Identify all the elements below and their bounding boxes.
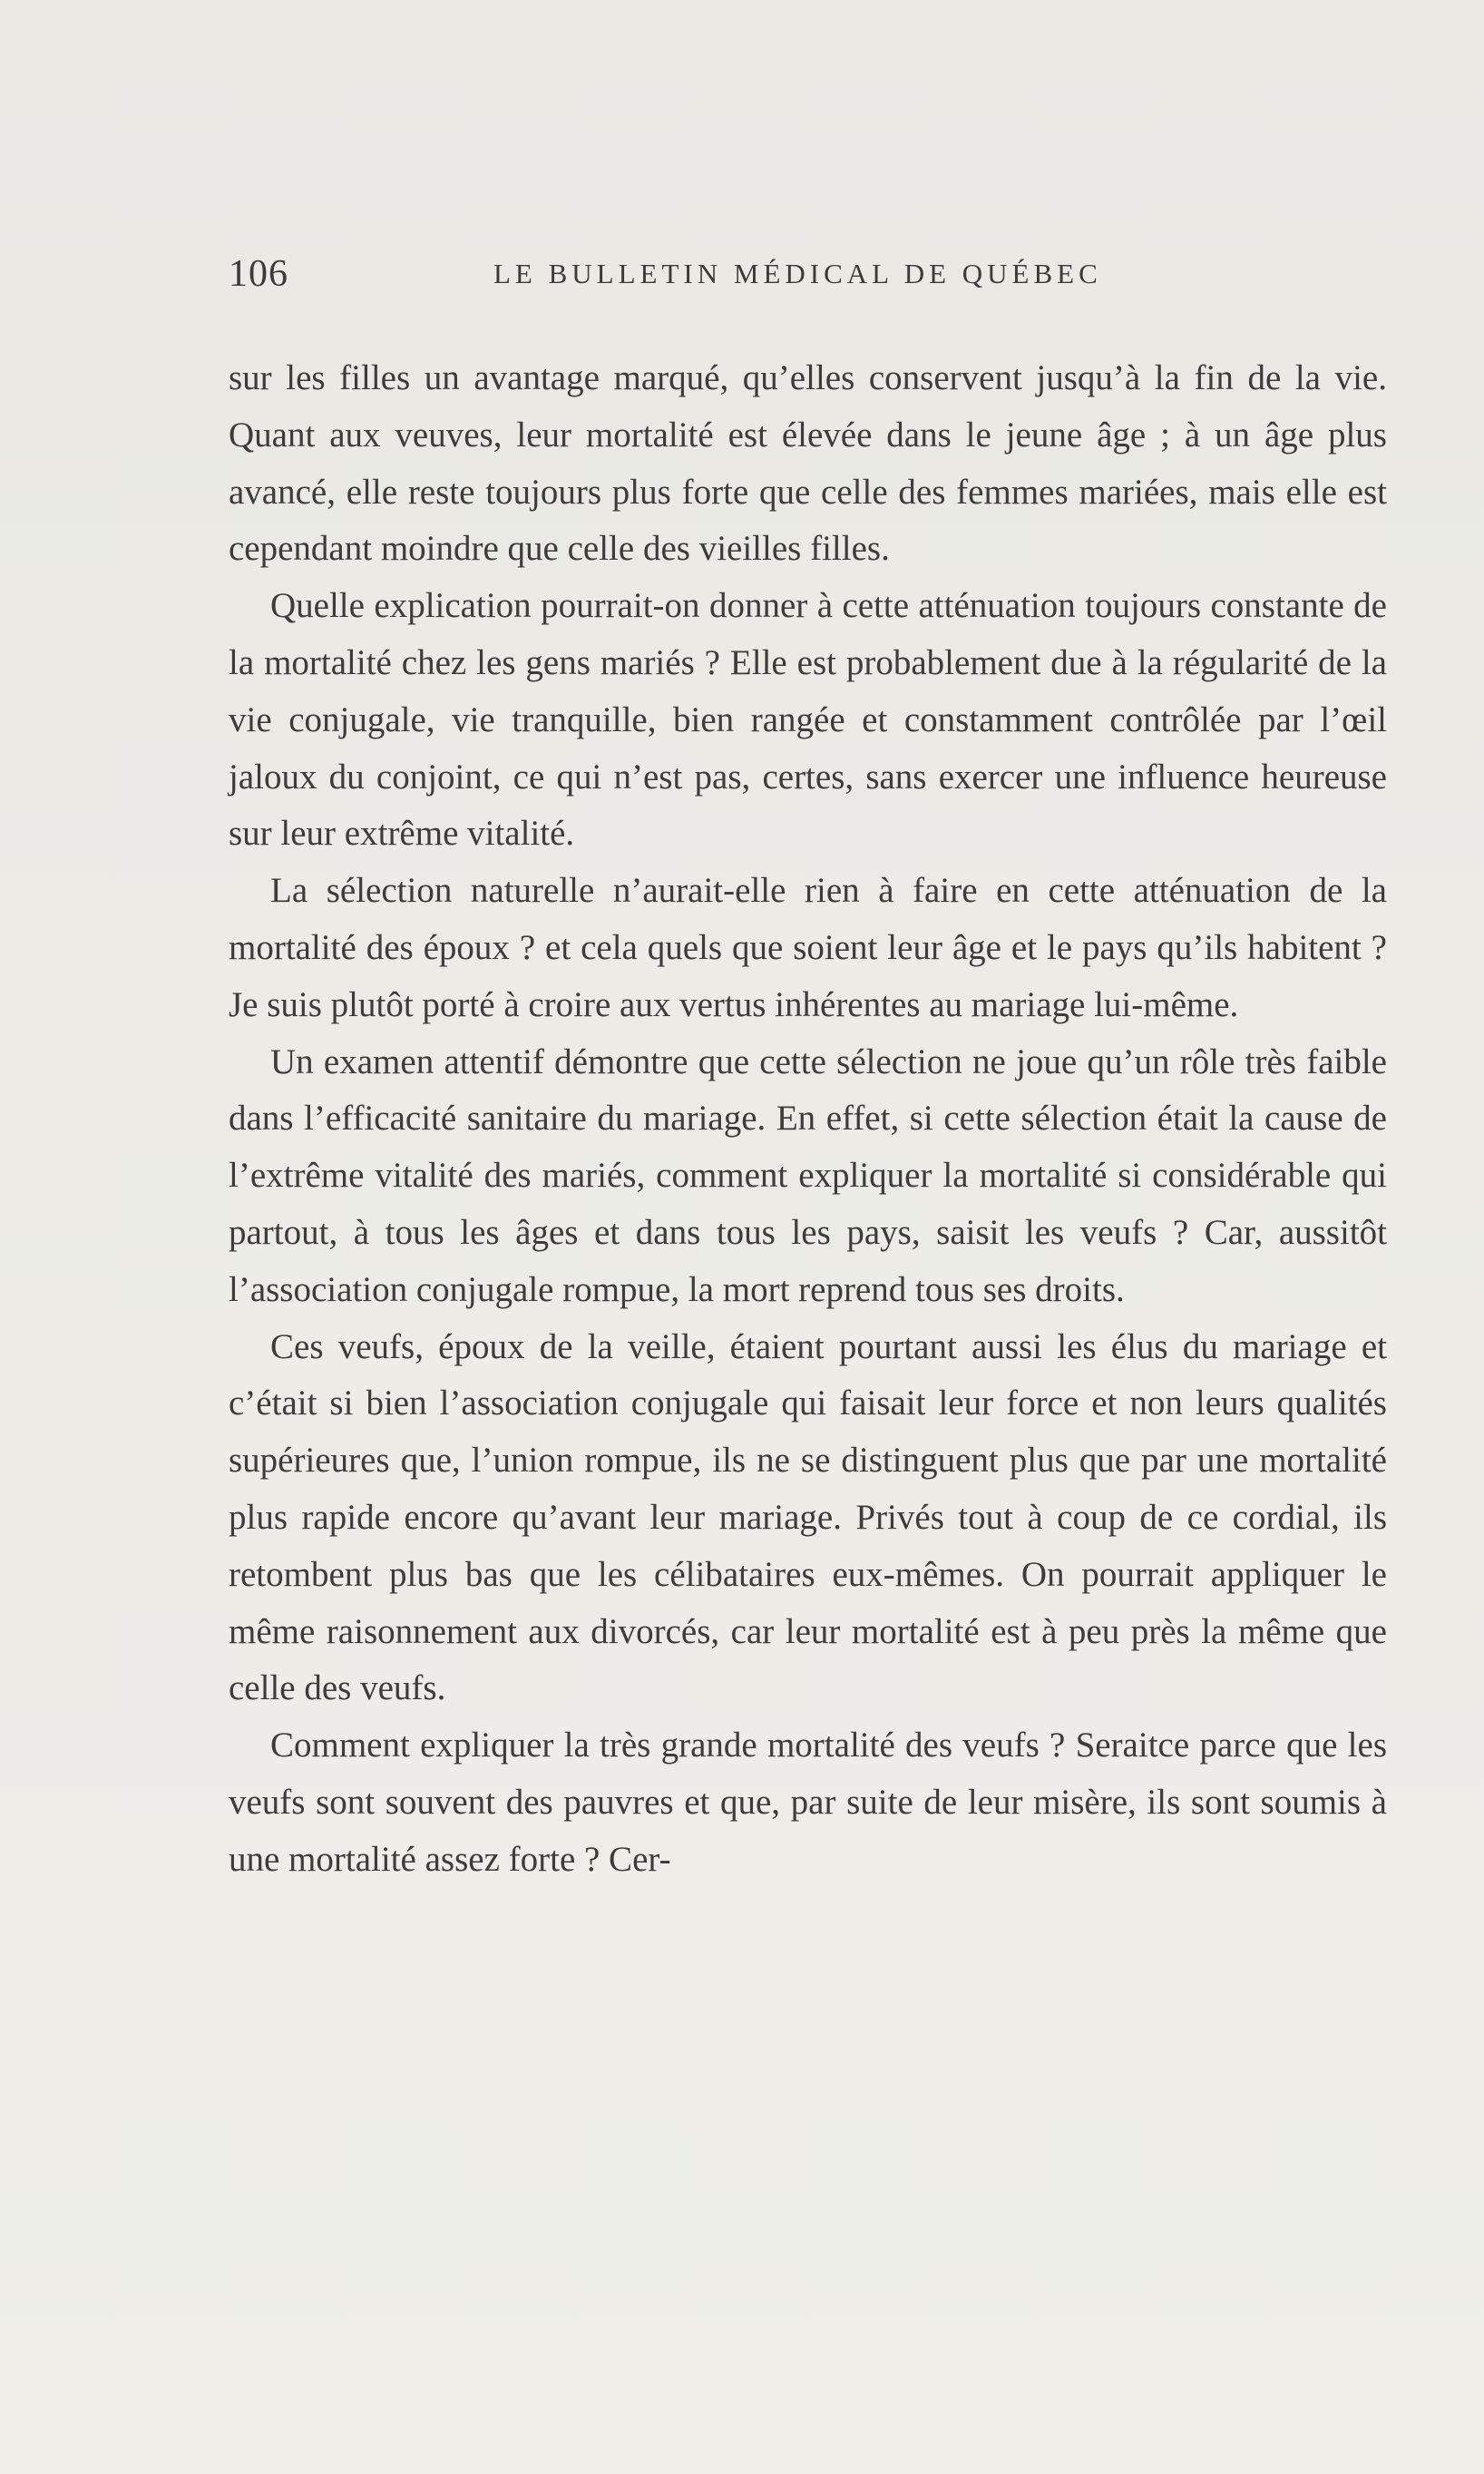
paragraph-natural-selection: La sélection naturelle n’aurait-elle rien à faire en cette atténuation de la mortalité des époux ? et cela quels que soient leur âge et le pays qu’ils habitent ? Je suis plutôt porté à croire aux vertus inhérentes au mariage lui-même. [229, 871, 1387, 1024]
paragraph-mortality-question: Comment expliquer la très grande mortalité des veufs ? Seraitce parce que les veufs sont souvent des pauvres et que, par suite de leur misère, ils sont soumis à une mortalité assez forte ? Cer- [229, 1726, 1387, 1879]
running-title: LE BULLETIN MÉDICAL DE QUÉBEC [493, 258, 1102, 289]
paragraph-widowers: Ces veufs, époux de la veille, étaient pourtant aussi les élus du mariage et c’était si bien l’association conjugale qui faisait leur force et non leurs qualités supérieures que, l’union rompue, ils ne se distinguent plus que par une mortalité plus rapide encore qu’avant leur mariage. Privés tout à coup de ce cordial, ils retombent plus bas que les célibataires eux-mêmes. On pourrait appliquer le même raisonnement aux divorcés, car leur mortalité est à peu près la même que celle des veufs. [229, 1326, 1387, 1708]
paragraph-explanation: Quelle explication pourrait-on donner à cette atténuation toujours constante de la mortalité chez les gens mariés ? Elle est probablement due à la régularité de la vie conjugale, vie tranquille, bien rangée et constamment contrôlée par l’œil jaloux du conjoint, ce qui n’est pas, certes, sans exercer une influence heureuse sur leur extrême vitalité. [229, 586, 1387, 854]
paragraph-examination: Un examen attentif démontre que cette sélection ne joue qu’un rôle très faible dans l’efficacité sanitaire du mariage. En effet, si cette sélection était la cause de l’extrême vitalité des mariés, comment expliquer la mortalité si considérable qui partout, à tous les âges et dans tous les pays, saisit les veufs ? Car, aussitôt l’association conjugale rompue, la mort reprend tous ses droits. [229, 1041, 1387, 1309]
paragraph-continuation: sur les filles un avantage marqué, qu’elles conservent jusqu’à la fin de la vie. Quant aux veuves, leur mortalité est élevée dans le jeune âge ; à un âge plus avancé, elle reste toujours plus forte que celle des femmes mariées, mais elle est cependant moindre que celle des vieilles filles. [229, 358, 1387, 569]
page-number: 106 [229, 253, 288, 295]
page-header [229, 252, 1136, 298]
body-text [229, 350, 1387, 1889]
